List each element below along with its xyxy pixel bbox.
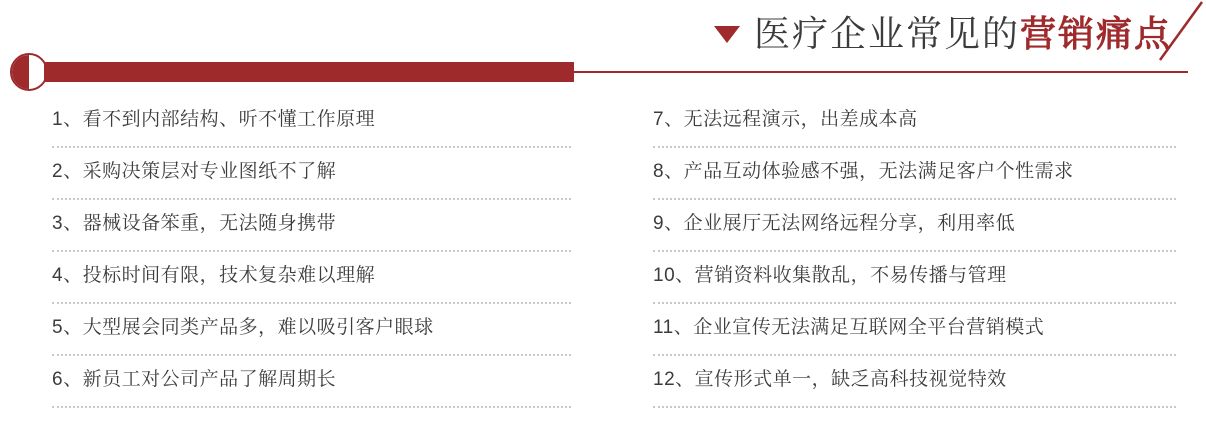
list-item-label: 9、企业展厅无法网络远程分享，利用率低 [653, 213, 1016, 234]
list-item [52, 356, 571, 408]
list-item [653, 252, 1176, 304]
dotted-rule [653, 406, 1176, 408]
list-item-label: 3、器械设备笨重，无法随身携带 [52, 213, 337, 234]
triangle-down-icon [714, 26, 740, 43]
list-item [52, 148, 571, 200]
list-item-label: 12、宣传形式单一，缺乏高科技视觉特效 [653, 369, 1007, 390]
page-title-accent: 营销痛点 [1019, 13, 1172, 54]
list-item-label: 8、产品互动体验感不强，无法满足客户个性需求 [653, 161, 1074, 182]
page-header [0, 0, 1206, 96]
list-item [653, 200, 1176, 252]
list-item-label: 5、大型展会同类产品多，难以吸引客户眼球 [52, 317, 434, 338]
list-item-label: 1、看不到内部结构、听不懂工作原理 [52, 109, 376, 130]
list-item [653, 356, 1176, 408]
list-item-label: 11、企业宣传无法满足互联网全平台营销模式 [653, 317, 1045, 338]
list-item [653, 96, 1176, 148]
list-item-label: 2、采购决策层对专业图纸不了解 [52, 161, 337, 182]
list-item-label: 7、无法远程演示，出差成本高 [653, 109, 918, 130]
list-item [653, 148, 1176, 200]
list-item [653, 304, 1176, 356]
pain-point-columns [0, 96, 1206, 408]
page-title-prefix: 医疗企业常见的 [753, 13, 1020, 54]
list-item [52, 252, 571, 304]
pain-point-column-left [0, 96, 603, 408]
divider-bar-thin [572, 71, 1188, 73]
half-filled-circle-icon [10, 53, 48, 91]
divider-bar-thick [44, 62, 574, 82]
list-item [52, 200, 571, 252]
list-item [52, 96, 571, 148]
divider-bar [0, 50, 1206, 96]
list-item [52, 304, 571, 356]
list-item-label: 4、投标时间有限，技术复杂难以理解 [52, 265, 376, 286]
dotted-rule [52, 406, 571, 408]
pain-point-column-right [603, 96, 1206, 408]
list-item-label: 10、营销资料收集散乱，不易传播与管理 [653, 265, 1007, 286]
list-item-label: 6、新员工对公司产品了解周期长 [52, 369, 337, 390]
